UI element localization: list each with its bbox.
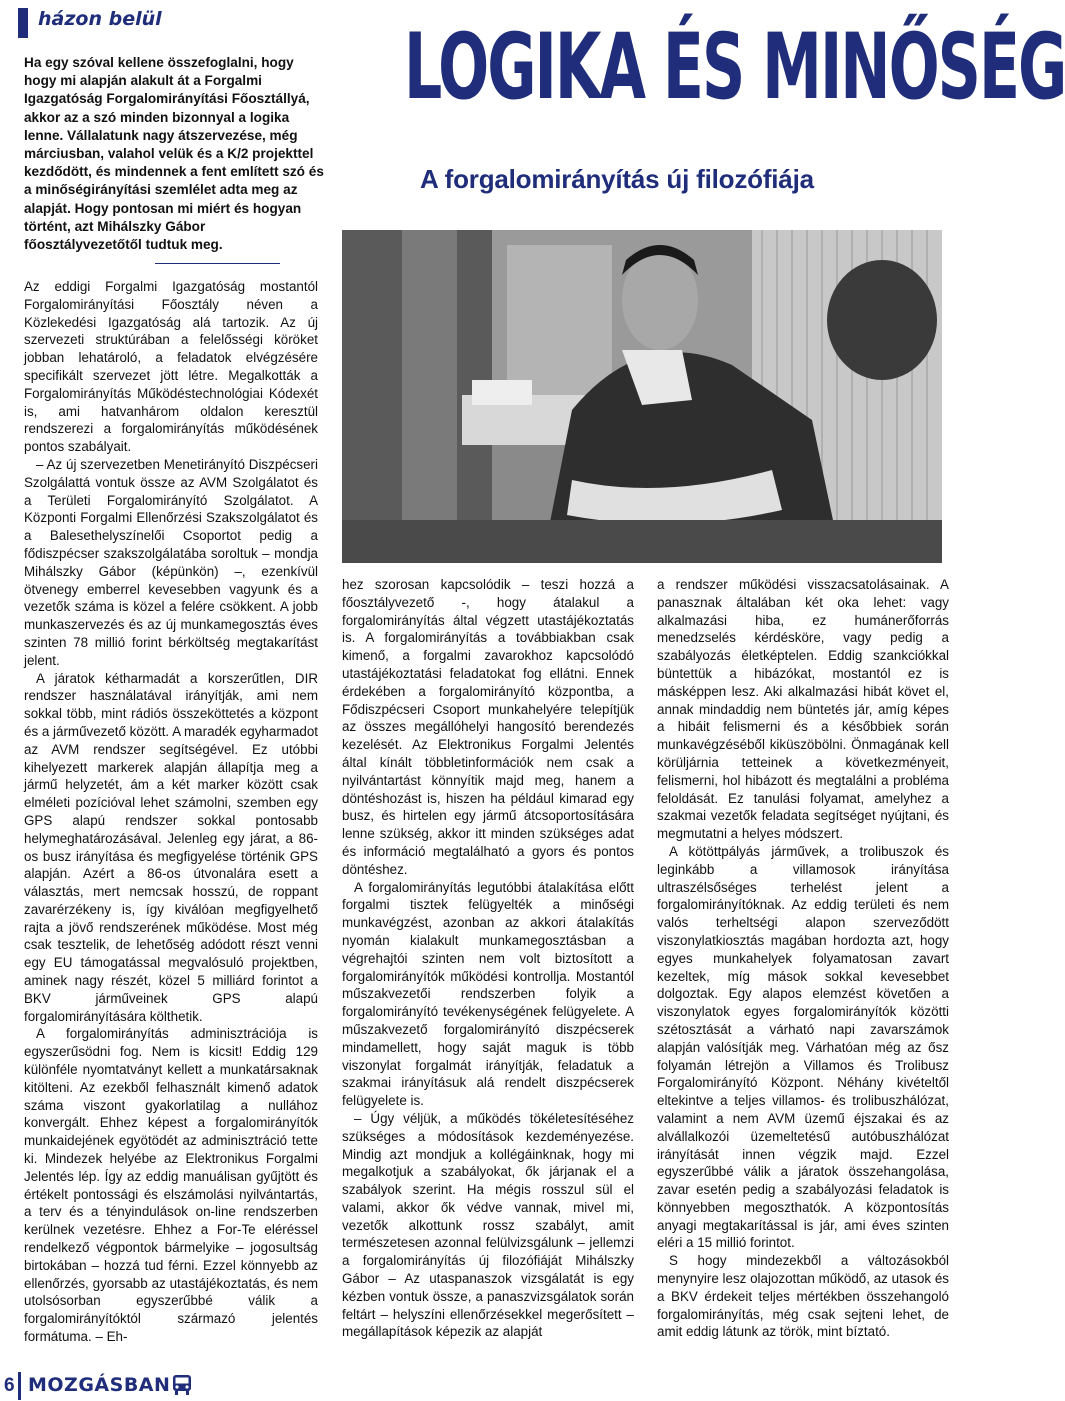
paragraph: Az eddigi Forgalmi Igazgatóság mostantól Forgalomirányítási Főosztály néven a Közlekedési Igazgatóság alá tartozik. Az új szervezeti struktúrában a felelősségi köröket jobban lehatároló, a feladatok elvégzésére specifikált szervezet jött létre. Megalkották a Forgalomirányítás Működéstechnológiai Kódexét is, ami hatvanhárom oldalon keresztül rendszerezi a forgalomirányítás működésének pontos szabályait. [24,279,318,455]
paragraph: A járatok kétharmadát a korszerűtlen, DIR rendszer használatával irányítják, ami nem sokkal több, mint rádiós összeköttetés a központ és a járművezető között. A maradék egyharmadot az AVM rendszer segítségével. Ez utóbbi kihelyezett markerek alapján állapítja meg a jármű helyzetét, ám a két marker között csak elméleti pozícióval lehet számolni, szemben egy GPS alapú rendszer sokkal pontosabb helymeghatározásával. Jelenleg egy járat, a 86-os busz irányítása és megfigyelése történik GPS alapján. Azért a 86-os útvonalára esett a választás, mert nemcsak hosszú, de roppant zavarérzékeny is, így kiválóan megfigyelhető rajta a jövő rendszerének működése. Most még csak tesztelik, de lehetőség adódott részt venni egy EU támogatással megvalósuló projektben, aminek nagy részét, közel 5 milliárd forintot a BKV járműveinek GPS alapú forgalomirányítására költhetik. [24,670,319,1024]
page-footer [0,1370,300,1401]
portrait-photo [342,230,942,563]
paragraph: A kötöttpályás járművek, a trolibuszok és leginkább a villamosok irányítása ultraszélsőséges terhelést jelent a forgalomirányítóknak. Az eddig területi és nem valós terheltségi alapon szerveződött viszonylatkiosztás magában hordozta azt, hogy egyes munkahelyek folyamatosan zavart kezeltek, míg mások sokkal kevesebbet dolgoztak. Egy alapos elemzést követően a viszonylatok egyes forgalomirányítók közötti szétosztását a várható napi zavarszámok alapján valósítják meg. Várhatóan még az ősz folyamán létrejön a Villamos és Trolibusz Forgalomirányító Központ. Néhány kivételtől eltekintve a teljes villamos- és trolibuszhálózat, valamint a nem AVM üzemű éjszakai és az alvállalkozói üzemeltetésű autóbuszhálózat irányítását innen végzik majd. Ezzel egyszerűbbé válik a járatok összehangolása, zavar esetén pedig a szabályozási feladatok is könnyebben megoszthatók. A központosítás anyagi megtakarítással is jár, ami éves szinten eléri a 15 millió forintot. [657,843,949,1251]
paragraph: – Úgy véljük, a működés tökéletesítéséhez szükséges a módosítások kezdeményezése. Mindig azt mondjuk a kollégáinknak, hogy mi megalkotjuk a szabályokat, ők járjanak el a szabályok szerint. Ha mégis rosszul sül el valami, akkor ők védve vannak, mivel mi, vezetők alkottunk rossz szabályt, amit természetesen azonnal felülvizsgálunk – jellemzi a forgalomirányítás új filozófiáját Mihálszky Gábor – Az utaspanaszok vizsgálatát is egy kézben vontuk össze, a panaszvizsgálatok során feltárt – helyszíni ellenőrzésekkel megerősített – megállapítások képezik az alapját [342,1110,634,1340]
footer-divider [18,1372,21,1400]
paragraph: S hogy mindezekből a változásokból menynyire lesz olajozottan működő, az utasok és a BKV érdekeit teljes mértékben összehangoló forgalomirányítás, még csak sejteni lehet, de amit eddig látunk az török, mint bíztató. [657,1253,949,1340]
page-number: 6 [4,1375,15,1396]
section-marker [18,8,28,38]
paragraph: hez szorosan kapcsolódik – teszi hozzá a főosztályvezető -, hogy átalakul a forgalomirányítás által végzett utastájékoztatás is. A forgalomirányítás a továbbiakban csak kimenő, a forgalmi zavarokhoz kapcsolódó utastájékoztatási feladatokat fog ellátni. Ennek érdekében a forgalomirányító központba, a Fődiszpécseri Csoport munkahelyére telepítjük az összes megállóhelyi hangosító berendezés kezelését. Az Elektronikus Forgalmi Jelentés által kínált többletinformációk nem csak a nyilvántartást könnyítik majd meg, hanem a döntéshozást is, hiszen ha például kimarad egy busz, és hirtelen egy jármű átcsoportosítására lenne szükség, akkor itt minden szükséges adat és információ megtalálható a gyors és pontos döntéshez. [342,577,634,877]
paragraph: A forgalomirányítás adminisztrációja is egyszerűsödni fog. Nem is kicsit! Eddig 129 különféle nyomtatványt kellett a munkatársaknak kitölteni. Az ezekből felhasznált kimenő adatok száma viszont gyakorlatilag a nullához konvergált. Ehhez képest a forgalomirányítók munkaidejének egyötödét az adminisztráció tette ki. Mindezek helyébe az Elektronikus Forgalmi Jelentés lép. Így az eddig manuálisan gyűjtött és értékelt pontossági és elszámolási nyilvántartás, a terv és a tényindulások on-line rendszerben kerülnek vezetésre. Ehhez a For-Te eléréssel rendelkező végpontok bármelyike – jogosultság birtokában – hozzá tud férni. Ezzel könnyebb az ellenőrzés, gyorsabb az utastájékoztatás, és nem utolsósorban egyszerűbbé válik a forgalomirányítóktól származó jelentés formátuma. – Eh- [24,1026,318,1345]
lead-divider [155,263,280,264]
article-subtitle: A forgalomirányítás új filozófiája [420,164,814,194]
paragraph: A forgalomirányítás legutóbbi átalakítása előtt forgalmi tisztek felügyelték a minőségi munkavégzést, azonban az akkori átalakítás nyomán kialakult munkamegosztásban a végrehajtói szinten nem volt biztosított a forgalomirányítók működési kontrollja. Mostantól műszakvezetői rendszerben folyik a forgalomirányító tevékenységének felügyelete. A műszakvezető forgalomirányító diszpécserek mindamellett, hogy saját maguk is több viszonylat forgalmát irányítják, feladatuk a szakmai irányításuk alá rendelt diszpécserek felügyelete is. [342,879,634,1109]
article-title: LOGIKA ÉS MINŐSÉG [404,15,1065,120]
paragraph: a rendszer működési visszacsatolásainak. A panasznak általában két oka lehet: vagy alkalmazási hiba, ez humánerőforrás menedzselés kérdésköre, vagy pedig a szabályozás életképtelen. Eddig szankciókkal büntettük a hibázókat, mostantól ez is másképpen lesz. Aki alkalmazási hibát követ el, annak mindaddig nem büntetés jár, amíg képes a hibáit felismerni és a későbbiek során munkavégzéséből kiküszöbölni. Önmagának kell körüljárnia tetteinek a következményeit, felismerni, hol hibázott és megtalálni a probléma feloldását. Ez tanulási folyamat, amelyhez a szakmai vezetők feladata segítséget nyújtani, és megmutatni a helyes módszert. [657,577,949,842]
section-label: házon belül [38,8,162,30]
article-column-2 [342,576,634,1341]
bus-icon [171,1374,193,1401]
article-column-3 [657,576,949,1341]
lead-paragraph: Ha egy szóval kellene összefoglalni, hogy hogy mi alapján alakult át a Forgalmi Igazgatóság Forgalomirányítási Főosztállyá, akkor az a szó minden bizonnyal a logika lenne. Vállalatunk nagy átszervezése, még márciusban, valahol velük és a K/2 projekttel kezdődött, és mindennek a fent említett szó és a minőségirányítási szemlélet adta meg az alapját. Hogy pontosan mi miért és hogyan történt, azt Mihálszky Gábor főosztályvezetőtől tudtuk meg. [24,55,324,253]
paragraph: – Az új szervezetben Menetirányító Diszpécseri Szolgálattá vontuk össze az AVM Szolgálatot és a Területi Forgalomirányító Szolgálatot. A Központi Forgalmi Ellenőrzési Szakszolgálatot és a Balesethelyszínelői Csoportot pedig a fődiszpécser szakszolgálatába soroltuk – mondja Mihálszky Gábor (képünkön) –, ezenkívül ötvenegy emberrel kevesebben vagyunk és a vezetők száma is közel a felére csökkent. A jobb munkaszervezés és az új munkamegosztás éves szinten 78 millió forint bérköltség megtakarítást jelent. [24,456,318,668]
magazine-logo: MOZGÁSBAN [28,1374,171,1396]
article-column-1 [24,278,318,1346]
